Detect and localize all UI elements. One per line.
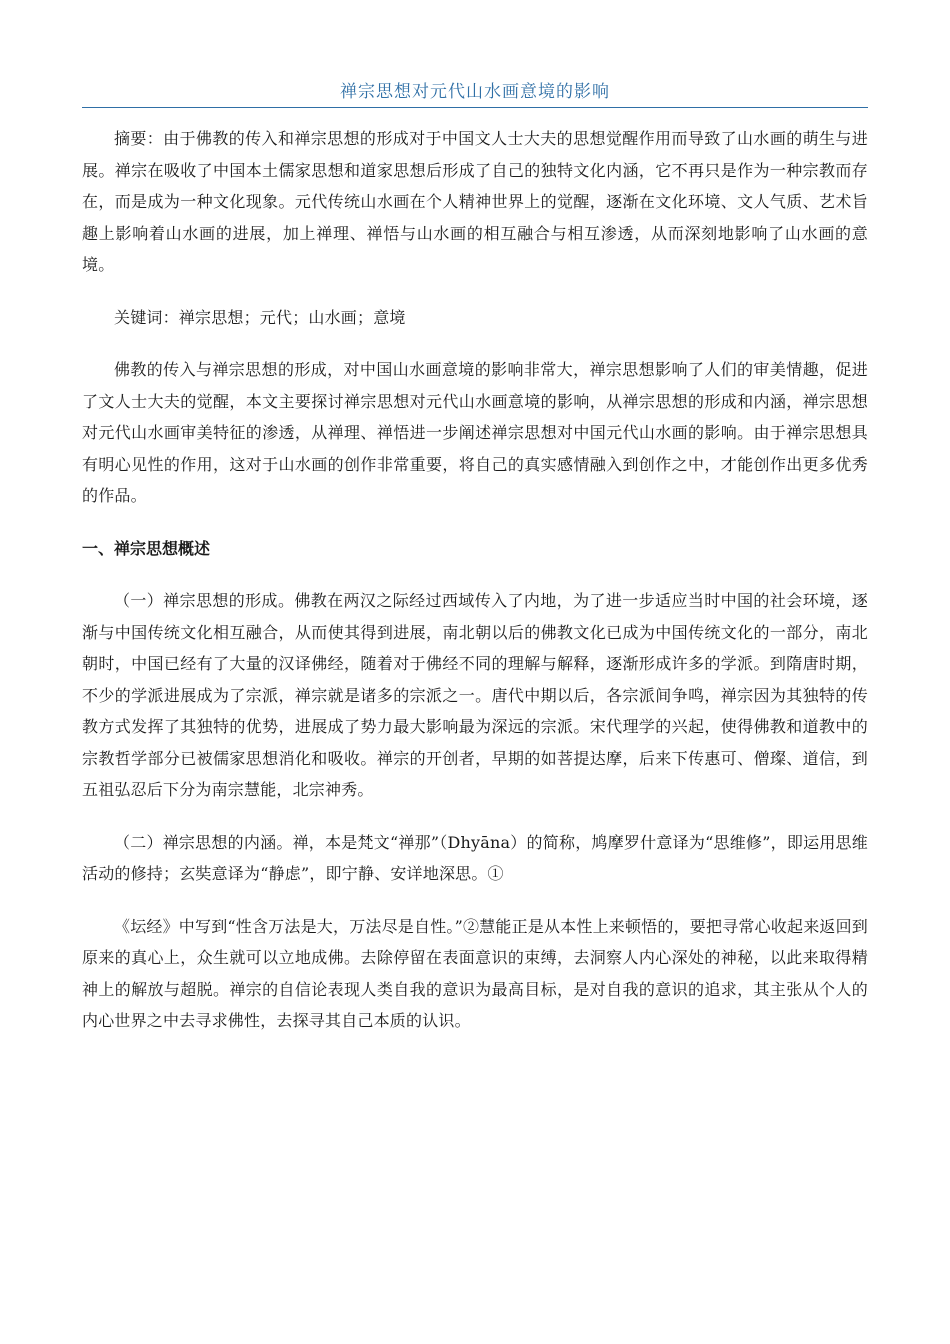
document-body (82, 123, 868, 1058)
intro-paragraph: 佛教的传入与禅宗思想的形成，对中国山水画意境的影响非常大，禅宗思想影响了人们的审美情趣，促进了文人士大夫的觉醒，本文主要探讨禅宗思想对元代山水画意境的影响，从禅宗思想的形成和内涵，禅宗思想对元代山水画审美特征的渗透，从禅理、禅悟进一步阐述禅宗思想对中国元代山水画的影响。由于禅宗思想具有明心见性的作用，这对于山水画的创作非常重要，将自己的真实感情融入到创作之中，才能创作出更多优秀的作品。 (82, 360, 868, 505)
running-header-title: 禅宗思想对元代山水画意境的影响 (340, 82, 610, 102)
section-paragraph-meaning: （二）禅宗思想的内涵。禅，本是梵文“禅那”（Dhyāna）的简称，鸠摩罗什意译为“思维修”，即运用思维活动的修持；玄奘意译为“静虑”，即宁静、安详地深思。① (82, 832, 868, 883)
section-heading: 一、禅宗思想概述 (82, 538, 211, 558)
section-paragraph-formation: （一）禅宗思想的形成。佛教在两汉之际经过西域传入了内地，为了进一步适应当时中国的社会环境，逐渐与中国传统文化相互融合，从而使其得到进展，南北朝以后的佛教文化已成为中国传统文化的一部分，南北朝时，中国已经有了大量的汉译佛经，随着对于佛经不同的理解与解释，逐渐形成许多的学派。到隋唐时期，不少的学派进展成为了宗派，禅宗就是诸多的宗派之一。唐代中期以后，各宗派间争鸣，禅宗因为其独特的传教方式发挥了其独特的优势，进展成了势力最大影响最为深远的宗派。宋代理学的兴起，使得佛教和道教中的宗教哲学部分已被儒家思想消化和吸收。禅宗的开创者，早期的如菩提达摩，后来下传惠可、僧璨、道信，到五祖弘忍后下分为南宗慧能，北宗神秀。 (82, 591, 868, 799)
abstract-paragraph: 摘要：由于佛教的传入和禅宗思想的形成对于中国文人士大夫的思想觉醒作用而导致了山水画的萌生与进展。禅宗在吸收了中国本土儒家思想和道家思想后形成了自己的独特文化内涵，它不再只是作为一种宗教而存在，而是成为一种文化现象。元代传统山水画在个人精神世界上的觉醒，逐渐在文化环境、文人气质、艺术旨趣上影响着山水画的进展，加上禅理、禅悟与山水画的相互融合与相互渗透，从而深刻地影响了山水画的意境。 (82, 129, 868, 274)
keywords-line: 关键词：禅宗思想；元代；山水画；意境 (114, 307, 406, 327)
header-divider (82, 107, 868, 108)
section-paragraph-tanjing: 《坛经》中写到“性含万法是大，万法尽是自性。”②慧能正是从本性上来顿悟的，要把寻常心收起来返回到原来的真心上，众生就可以立地成佛。去除停留在表面意识的束缚，去洞察人内心深处的神秘，以此来取得精神上的解放与超脱。禅宗的自信论表现人类自我的意识为最高目标，是对自我的意识的追求，其主张从个人的内心世界之中去寻求佛性，去探寻其自己本质的认识。 (82, 916, 868, 1030)
